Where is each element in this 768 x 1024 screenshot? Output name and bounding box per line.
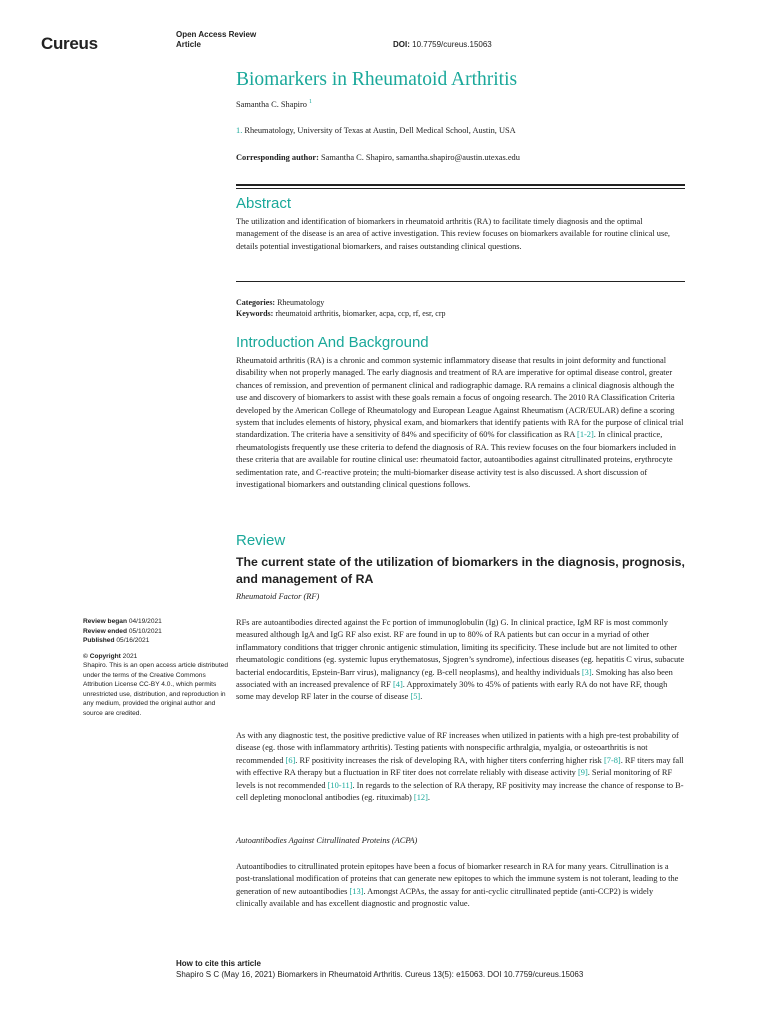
author-name: Samantha C. Shapiro: [236, 99, 307, 109]
rf-subsection-label: Rheumatoid Factor (RF): [236, 592, 320, 601]
review-began-date: 04/19/2021: [128, 618, 162, 625]
affiliation: [236, 126, 516, 135]
acpa-subsection-label: Autoantibodies Against Citrullinated Proteins (ACPA): [236, 836, 418, 845]
rf-paragraph-1: [236, 617, 685, 704]
license-text: Shapiro. This is an open access article distributed under the terms of the Creative Commons Attribution License CC-BY 4.0., which permits unrestricted use, distribution, and reproduction in any medium, provided the original author and source are credited.: [83, 662, 229, 717]
citation-link[interactable]: [6]: [285, 755, 296, 765]
text: . Approximately 30% to 45% of patients with early RA do not have RF, though some may develop RF later in the course of disease: [236, 680, 668, 702]
categories: [236, 297, 446, 308]
doi-value: 10.7759/cureus.15063: [412, 40, 492, 49]
text: . RF titers may fall with effective RA therapy but a fluctuation in RF titer does not correlate reliably with disease activity: [236, 755, 684, 778]
copyright-label: © Copyright: [83, 652, 121, 660]
review-ended: [83, 627, 233, 637]
text: Autoantibodies to citrullinated protein epitopes have been a focus of biomarker research in RA for many years. Citrullination is a post-translational modification of proteins that can generate new epitopes to which the immune system is not tolerant, leading to the generation of new autoantibodies: [236, 862, 679, 896]
citation-link[interactable]: [13]: [349, 886, 364, 896]
how-to-cite-text: Shapiro S C (May 16, 2021) Biomarkers in Rheumatoid Arthritis. Cureus 13(5): e15063. DOI 10.7759/cureus.15063: [176, 969, 584, 979]
text: . Serial monitoring of RF levels is not recommended: [236, 768, 673, 790]
divider: [236, 188, 685, 189]
article-type: [176, 30, 256, 50]
intro-text-1: Rheumatoid arthritis (RA) is a chronic and common systemic inflammatory disease that results in joint deformity and functional disability when not properly managed. The early diagnosis and treatment of RA are imperative for optimal disease control, greater chances of remission, and prevention of permanent clinical and radiographic damage. RA remains a clinical diagnosis although the use and discovery of biomarkers to assist with these goals remain a focus of ongoing research. The 2010 RA Classification Criteria developed by the American College of Rheumatology and European League Against Rheumatism (ACR/EULAR) define a scoring system that includes elements of history, physical exam, and biomarkers that identify patients with RA for the purpose of clinical trial standardization. The criteria have a sensitivity of 84% and specificity of 60% for classification as RA: [236, 356, 684, 440]
text: RFs are autoantibodies directed against the Fc portion of immunoglobulin (Ig) G. In clinical practice, IgM RF is most commonly measured although IgA and IgG RF also exist. RF are found in up to 80% of RA patients but can occur in a myriad of other inflammatory conditions that trigger chronic antigenic stimulation, limiting its specificity. These include but are not limited to other rheumatologic conditions (eg. systemic lupus erythematosus, Sjogren’s syndrome), infectious diseases (eg. hepatitis C virus, subacute bacterial endocarditis, Epstein-Barr virus), malignancy (eg. B-cell neoplasms), and healthy individuals: [236, 618, 685, 677]
text: . Smoking has also been associated with an increased prevalence of RF: [236, 667, 673, 690]
doi: [393, 40, 492, 49]
review-subheading: The current state of the utilization of biomarkers in the diagnosis, prognosis, and management of RA: [236, 555, 685, 586]
article-title: Biomarkers in Rheumatoid Arthritis: [236, 69, 518, 90]
author-affiliation-marker[interactable]: 1: [309, 99, 313, 105]
text: .: [427, 793, 430, 803]
published-date: 05/16/2021: [116, 637, 150, 644]
text: . Amongst ACPAs, the assay for anti-cyclic citrullinated peptide (anti-CCP2) is widely clinically available and has excellent diagnostic and prognostic value.: [236, 886, 654, 909]
published: [83, 636, 233, 646]
copyright-year: 2021: [122, 652, 138, 660]
published-label: Published: [83, 637, 115, 644]
text: . In regards to the selection of RA therapy, RF positivity may increase the chance of response to B-cell depleting monoclonal antibodies (eg. rituximab): [236, 780, 684, 803]
categories-keywords: [236, 297, 446, 319]
citation-link[interactable]: [5]: [410, 692, 421, 702]
review-ended-date: 05/10/2021: [128, 627, 162, 635]
keywords-value: rheumatoid arthritis, biomarker, acpa, ccp, rf, esr, crp: [275, 309, 446, 318]
corresponding-author: [236, 153, 520, 162]
abstract-heading: Abstract: [236, 195, 292, 212]
abstract-body: The utilization and identification of biomarkers in rheumatoid arthritis (RA) to facilitate timely diagnosis and the optimal management of the disease is an area of active investigation. This review focuses on biomarkers available for routine clinical use, details potential investigational biomarkers, and raises outstanding clinical questions.: [236, 217, 671, 251]
acpa-paragraph-1: [236, 861, 685, 911]
citation-link[interactable]: [3]: [581, 667, 592, 677]
divider: [236, 281, 685, 282]
divider: [236, 184, 685, 186]
citation-link[interactable]: [9]: [577, 768, 588, 778]
review-heading: Review: [236, 532, 286, 549]
citation-link[interactable]: [1-2]: [577, 430, 594, 440]
citation-link[interactable]: [7-8]: [603, 755, 621, 765]
categories-value: Rheumatology: [277, 298, 325, 307]
categories-label: Categories:: [236, 298, 276, 307]
review-began: [83, 617, 233, 627]
intro-paragraph: [236, 355, 685, 491]
article-type-line1: Open Access Review: [176, 30, 257, 39]
corresponding-text: Samantha C. Shapiro, samantha.shapiro@austin.utexas.edu: [321, 153, 520, 162]
text: .: [420, 692, 423, 702]
how-to-cite: [176, 959, 583, 980]
affiliation-text: Rheumatology, University of Texas at Austin, Dell Medical School, Austin, USA: [244, 126, 516, 135]
review-ended-label: Review ended: [83, 627, 127, 635]
copyright: [83, 652, 233, 662]
citation-link[interactable]: [10-11]: [327, 780, 353, 790]
text: . RF positivity increases the risk of developing RA, with higher titers conferring higher risk: [295, 755, 604, 765]
how-to-cite-label: How to cite this article: [176, 959, 261, 968]
corresponding-label: Corresponding author:: [236, 153, 319, 162]
citation-link[interactable]: [12]: [413, 793, 428, 803]
article-history-sidebar: [83, 617, 233, 718]
text: As with any diagnostic test, the positive predictive value of RF increases when utilized in patients with a high pre-test probability of disease (eg. those with inflammatory arthritis). Testing patients with nonspecific arthralgia, myalgia, or osteoarthritis is not recommended: [236, 731, 679, 765]
author-line: [236, 99, 312, 109]
keywords-label: Keywords:: [236, 309, 274, 318]
rf-paragraph-2: [236, 730, 685, 804]
affiliation-number: 1.: [236, 126, 243, 135]
intro-text-2: . In clinical practice, rheumatologists frequently use these criteria to defend the diagnosis of RA. This review focuses on the four biomarkers included in these criteria that are available for routine clinical use: rheumatoid factor, autoantibodies against citrullinated proteins, erythrocyte sedimentation rate, and C-reactive protein; the multi-biomarker disease activity test is also discussed. A short discussion of investigational biomarkers and outstanding clinical questions follows.: [236, 430, 676, 490]
article-type-line2: Article: [176, 40, 201, 49]
journal-logo: Cureus: [41, 34, 98, 53]
keywords: [236, 308, 446, 319]
citation-link[interactable]: [4]: [392, 680, 403, 690]
intro-heading: Introduction And Background: [236, 334, 429, 351]
review-began-label: Review began: [83, 618, 127, 625]
doi-label: DOI:: [393, 40, 410, 49]
